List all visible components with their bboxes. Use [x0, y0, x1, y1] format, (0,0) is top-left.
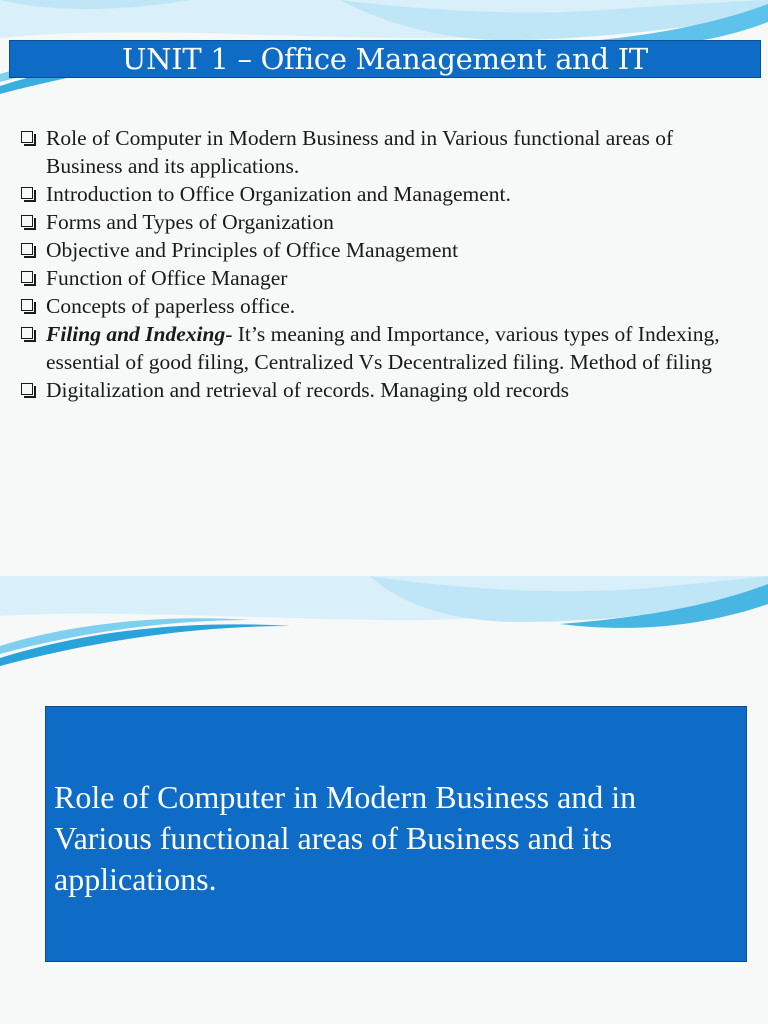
list-item-text: Objective and Principles of Office Management [46, 238, 459, 262]
checkbox-square-icon [21, 131, 33, 143]
checkbox-square-icon [21, 271, 33, 283]
content-panel [45, 706, 747, 962]
checkbox-square-icon [21, 299, 33, 311]
checkbox-square-icon [21, 215, 33, 227]
list-item-text: Forms and Types of Organization [46, 210, 334, 234]
list-item-text: Function of Office Manager [46, 266, 288, 290]
list-item [20, 264, 750, 292]
list-item [20, 208, 750, 236]
list-item [20, 320, 750, 376]
checkbox-square-icon [21, 383, 33, 395]
decorative-wave [0, 576, 768, 676]
list-item [20, 124, 750, 180]
list-item [20, 180, 750, 208]
bullet-list [20, 124, 750, 404]
list-item [20, 236, 750, 264]
list-item-text: Role of Computer in Modern Business and in Various functional areas of Business and its applications. [46, 126, 674, 178]
list-item-text: Concepts of paperless office. [46, 294, 296, 318]
checkbox-square-icon [21, 243, 33, 255]
page-title: UNIT 1 – Office Management and IT [9, 40, 761, 78]
list-item [20, 292, 750, 320]
slide-2 [0, 576, 768, 1024]
checkbox-square-icon [21, 187, 33, 199]
list-item-text: - It’s meaning and Importance, various types of Indexing, essential of good filing, Centralized Vs Decentralized filing. Method of filing [46, 322, 720, 374]
list-item-text: Introduction to Office Organization and Management. [46, 182, 511, 206]
list-item-text: Digitalization and retrieval of records. Managing old records [46, 378, 569, 402]
checkbox-square-icon [21, 327, 33, 339]
panel-text: Role of Computer in Modern Business and in Various functional areas of Business and its applications. [54, 779, 637, 897]
list-item [20, 376, 750, 404]
list-item-emphasis: Filing and Indexing [46, 322, 226, 346]
